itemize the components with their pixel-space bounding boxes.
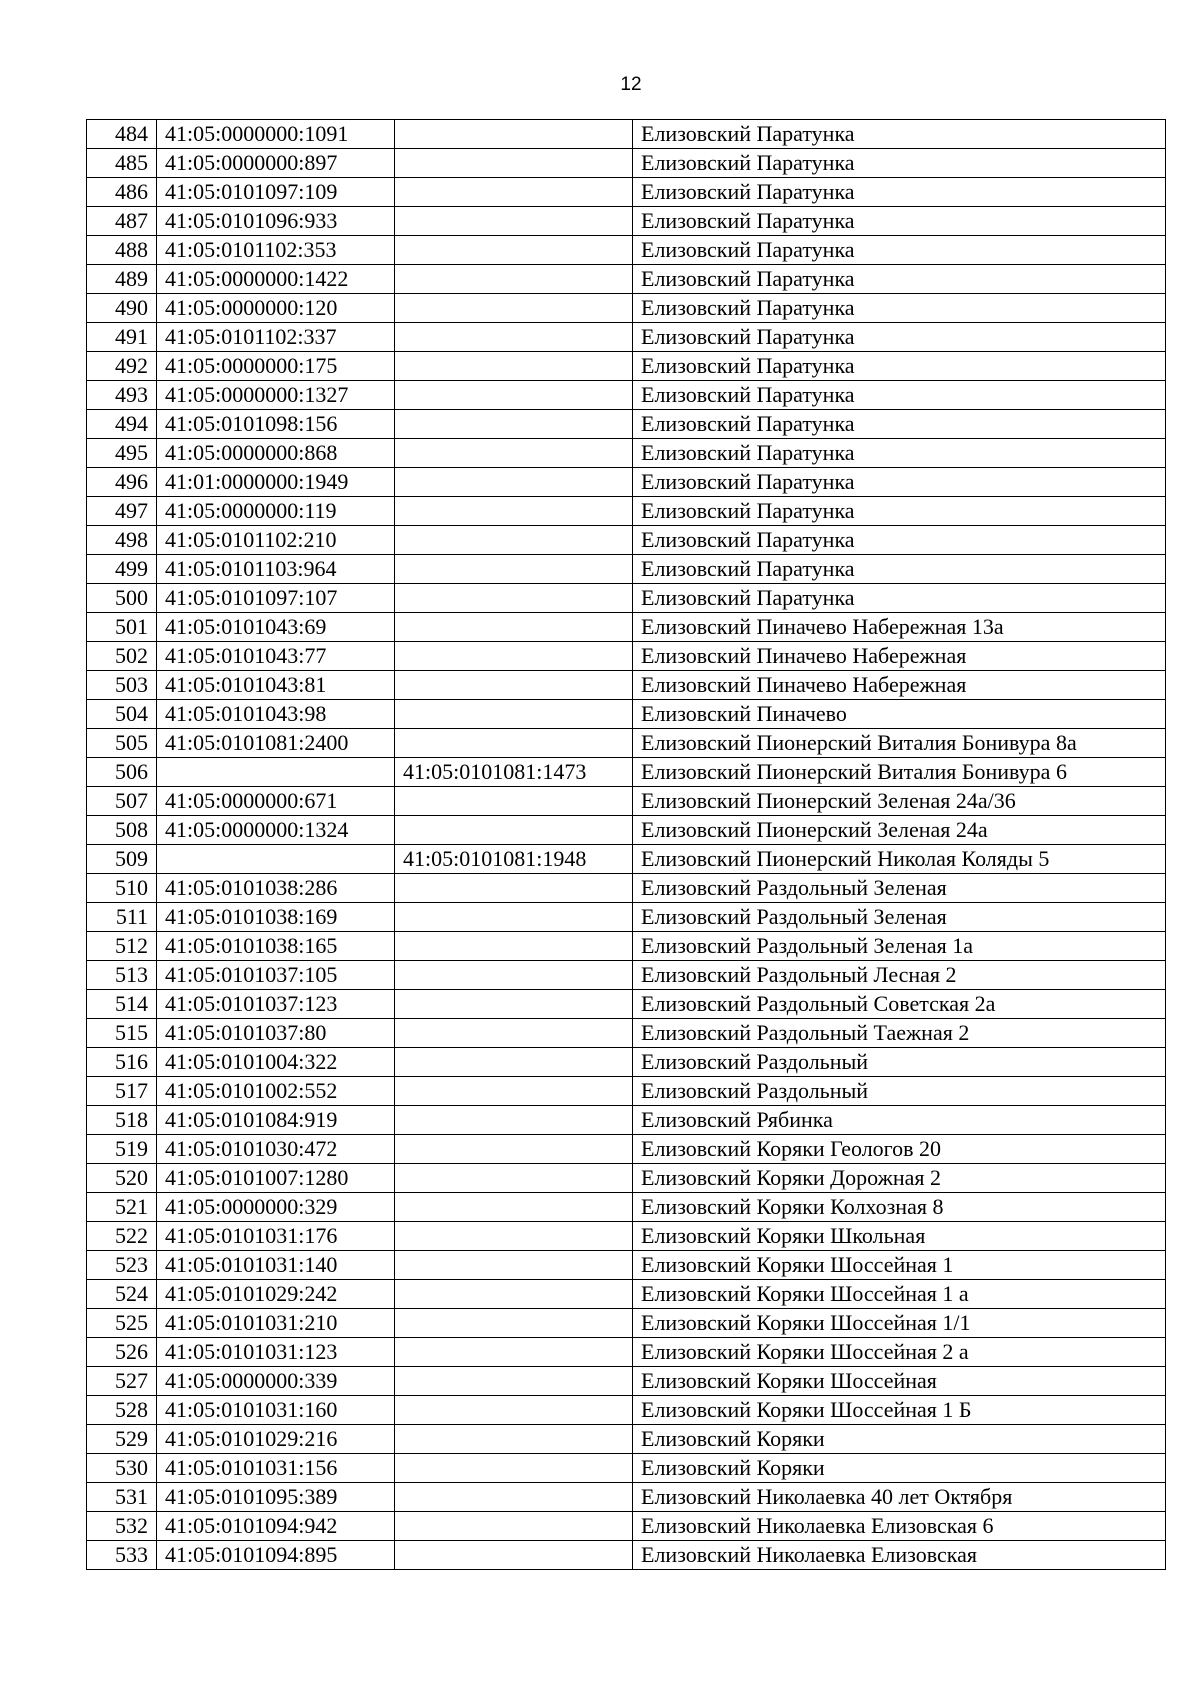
address-cell: Елизовский Пионерский Николая Коляды 5 bbox=[633, 845, 1166, 874]
row-number-cell: 487 bbox=[87, 207, 157, 236]
cadastral-number-cell: 41:05:0000000:175 bbox=[157, 352, 395, 381]
address-cell: Елизовский Пиначево bbox=[633, 700, 1166, 729]
address-cell: Елизовский Коряки Школьная bbox=[633, 1222, 1166, 1251]
cadastral-number-cell bbox=[157, 845, 395, 874]
table-row bbox=[87, 149, 1166, 178]
address-cell: Елизовский Раздольный Зеленая 1а bbox=[633, 932, 1166, 961]
cadastral-number-cell: 41:05:0101084:919 bbox=[157, 1106, 395, 1135]
cadastral-number-secondary-cell bbox=[395, 613, 633, 642]
cadastral-number-cell: 41:05:0101037:105 bbox=[157, 961, 395, 990]
registry-table bbox=[86, 119, 1166, 1570]
row-number-cell: 517 bbox=[87, 1077, 157, 1106]
cadastral-number-cell: 41:05:0101031:210 bbox=[157, 1309, 395, 1338]
cadastral-number-secondary-cell bbox=[395, 1135, 633, 1164]
table-row bbox=[87, 613, 1166, 642]
table-row bbox=[87, 265, 1166, 294]
address-cell: Елизовский Раздольный Зеленая bbox=[633, 903, 1166, 932]
table-row bbox=[87, 555, 1166, 584]
table-row bbox=[87, 1251, 1166, 1280]
table-row bbox=[87, 323, 1166, 352]
row-number-cell: 492 bbox=[87, 352, 157, 381]
row-number-cell: 485 bbox=[87, 149, 157, 178]
cadastral-number-secondary-cell bbox=[395, 816, 633, 845]
table-row bbox=[87, 1135, 1166, 1164]
address-cell: Елизовский Пиначево Набережная 13а bbox=[633, 613, 1166, 642]
cadastral-number-secondary-cell bbox=[395, 729, 633, 758]
table-row bbox=[87, 381, 1166, 410]
table-row bbox=[87, 1164, 1166, 1193]
cadastral-number-cell: 41:05:0101043:81 bbox=[157, 671, 395, 700]
address-cell: Елизовский Коряки bbox=[633, 1454, 1166, 1483]
cadastral-number-secondary-cell bbox=[395, 1512, 633, 1541]
table-row bbox=[87, 1106, 1166, 1135]
row-number-cell: 531 bbox=[87, 1483, 157, 1512]
cadastral-number-cell: 41:05:0101002:552 bbox=[157, 1077, 395, 1106]
cadastral-number-secondary-cell bbox=[395, 1019, 633, 1048]
cadastral-number-secondary-cell bbox=[395, 1106, 633, 1135]
cadastral-number-secondary-cell bbox=[395, 207, 633, 236]
cadastral-number-cell: 41:05:0101102:337 bbox=[157, 323, 395, 352]
table-row bbox=[87, 1483, 1166, 1512]
cadastral-number-cell: 41:05:0000000:329 bbox=[157, 1193, 395, 1222]
cadastral-number-cell: 41:05:0101043:69 bbox=[157, 613, 395, 642]
cadastral-number-secondary-cell bbox=[395, 1483, 633, 1512]
address-cell: Елизовский Пионерский Зеленая 24а/36 bbox=[633, 787, 1166, 816]
cadastral-number-cell: 41:05:0101038:165 bbox=[157, 932, 395, 961]
cadastral-number-cell: 41:05:0101096:933 bbox=[157, 207, 395, 236]
cadastral-number-secondary-cell bbox=[395, 439, 633, 468]
cadastral-number-cell: 41:05:0101031:176 bbox=[157, 1222, 395, 1251]
cadastral-number-cell: 41:05:0101029:216 bbox=[157, 1425, 395, 1454]
address-cell: Елизовский Пионерский Виталия Бонивура 6 bbox=[633, 758, 1166, 787]
cadastral-number-cell: 41:05:0000000:339 bbox=[157, 1367, 395, 1396]
row-number-cell: 533 bbox=[87, 1541, 157, 1570]
cadastral-number-cell: 41:05:0101031:123 bbox=[157, 1338, 395, 1367]
row-number-cell: 512 bbox=[87, 932, 157, 961]
cadastral-number-secondary-cell bbox=[395, 352, 633, 381]
table-row bbox=[87, 642, 1166, 671]
row-number-cell: 508 bbox=[87, 816, 157, 845]
cadastral-number-secondary-cell bbox=[395, 1280, 633, 1309]
cadastral-number-cell: 41:05:0101103:964 bbox=[157, 555, 395, 584]
address-cell: Елизовский Паратунка bbox=[633, 323, 1166, 352]
row-number-cell: 484 bbox=[87, 120, 157, 149]
cadastral-number-secondary-cell bbox=[395, 903, 633, 932]
row-number-cell: 500 bbox=[87, 584, 157, 613]
address-cell: Елизовский Пиначево Набережная bbox=[633, 671, 1166, 700]
cadastral-number-cell: 41:05:0101098:156 bbox=[157, 410, 395, 439]
address-cell: Елизовский Раздольный Таежная 2 bbox=[633, 1019, 1166, 1048]
address-cell: Елизовский Раздольный Лесная 2 bbox=[633, 961, 1166, 990]
address-cell: Елизовский Раздольный Советская 2а bbox=[633, 990, 1166, 1019]
registry-table-body bbox=[87, 120, 1166, 1570]
cadastral-number-cell bbox=[157, 758, 395, 787]
address-cell: Елизовский Паратунка bbox=[633, 410, 1166, 439]
row-number-cell: 502 bbox=[87, 642, 157, 671]
row-number-cell: 498 bbox=[87, 526, 157, 555]
cadastral-number-secondary-cell bbox=[395, 323, 633, 352]
cadastral-number-secondary-cell bbox=[395, 468, 633, 497]
cadastral-number-cell: 41:05:0101102:353 bbox=[157, 236, 395, 265]
address-cell: Елизовский Коряки Шоссейная bbox=[633, 1367, 1166, 1396]
cadastral-number-cell: 41:05:0000000:119 bbox=[157, 497, 395, 526]
address-cell: Елизовский Раздольный bbox=[633, 1048, 1166, 1077]
table-row bbox=[87, 816, 1166, 845]
address-cell: Елизовский Раздольный Зеленая bbox=[633, 874, 1166, 903]
cadastral-number-secondary-cell: 41:05:0101081:1948 bbox=[395, 845, 633, 874]
cadastral-number-secondary-cell bbox=[395, 149, 633, 178]
row-number-cell: 497 bbox=[87, 497, 157, 526]
table-row bbox=[87, 1077, 1166, 1106]
address-cell: Елизовский Коряки Шоссейная 1 Б bbox=[633, 1396, 1166, 1425]
cadastral-number-secondary-cell bbox=[395, 294, 633, 323]
row-number-cell: 488 bbox=[87, 236, 157, 265]
table-row bbox=[87, 932, 1166, 961]
table-row bbox=[87, 1193, 1166, 1222]
cadastral-number-secondary-cell bbox=[395, 1454, 633, 1483]
cadastral-number-secondary-cell bbox=[395, 120, 633, 149]
cadastral-number-cell: 41:05:0000000:1327 bbox=[157, 381, 395, 410]
cadastral-number-secondary-cell bbox=[395, 1541, 633, 1570]
cadastral-number-cell: 41:05:0101037:123 bbox=[157, 990, 395, 1019]
table-row bbox=[87, 178, 1166, 207]
table-row bbox=[87, 1309, 1166, 1338]
address-cell: Елизовский Рябинка bbox=[633, 1106, 1166, 1135]
cadastral-number-secondary-cell bbox=[395, 961, 633, 990]
address-cell: Елизовский Коряки Шоссейная 2 а bbox=[633, 1338, 1166, 1367]
row-number-cell: 515 bbox=[87, 1019, 157, 1048]
cadastral-number-cell: 41:05:0101004:322 bbox=[157, 1048, 395, 1077]
cadastral-number-secondary-cell: 41:05:0101081:1473 bbox=[395, 758, 633, 787]
cadastral-number-secondary-cell bbox=[395, 1193, 633, 1222]
row-number-cell: 523 bbox=[87, 1251, 157, 1280]
table-row bbox=[87, 671, 1166, 700]
table-row bbox=[87, 1512, 1166, 1541]
row-number-cell: 526 bbox=[87, 1338, 157, 1367]
table-row bbox=[87, 758, 1166, 787]
row-number-cell: 510 bbox=[87, 874, 157, 903]
cadastral-number-cell: 41:05:0101097:107 bbox=[157, 584, 395, 613]
address-cell: Елизовский Паратунка bbox=[633, 526, 1166, 555]
row-number-cell: 499 bbox=[87, 555, 157, 584]
cadastral-number-secondary-cell bbox=[395, 671, 633, 700]
cadastral-number-cell: 41:05:0101031:140 bbox=[157, 1251, 395, 1280]
page-number: 12 bbox=[620, 74, 642, 95]
address-cell: Елизовский Паратунка bbox=[633, 178, 1166, 207]
row-number-cell: 505 bbox=[87, 729, 157, 758]
row-number-cell: 514 bbox=[87, 990, 157, 1019]
address-cell: Елизовский Пионерский Зеленая 24а bbox=[633, 816, 1166, 845]
address-cell: Елизовский Николаевка Елизовская bbox=[633, 1541, 1166, 1570]
cadastral-number-cell: 41:05:0101102:210 bbox=[157, 526, 395, 555]
table-row bbox=[87, 352, 1166, 381]
cadastral-number-cell: 41:05:0000000:868 bbox=[157, 439, 395, 468]
table-row bbox=[87, 410, 1166, 439]
cadastral-number-secondary-cell bbox=[395, 1048, 633, 1077]
row-number-cell: 520 bbox=[87, 1164, 157, 1193]
row-number-cell: 519 bbox=[87, 1135, 157, 1164]
cadastral-number-secondary-cell bbox=[395, 1251, 633, 1280]
row-number-cell: 530 bbox=[87, 1454, 157, 1483]
row-number-cell: 507 bbox=[87, 787, 157, 816]
cadastral-number-cell: 41:05:0000000:671 bbox=[157, 787, 395, 816]
cadastral-number-secondary-cell bbox=[395, 1396, 633, 1425]
table-row bbox=[87, 468, 1166, 497]
cadastral-number-cell: 41:05:0101031:156 bbox=[157, 1454, 395, 1483]
table-row bbox=[87, 1396, 1166, 1425]
row-number-cell: 529 bbox=[87, 1425, 157, 1454]
table-row bbox=[87, 961, 1166, 990]
cadastral-number-cell: 41:05:0000000:1422 bbox=[157, 265, 395, 294]
table-row bbox=[87, 874, 1166, 903]
address-cell: Елизовский Николаевка 40 лет Октября bbox=[633, 1483, 1166, 1512]
table-row bbox=[87, 903, 1166, 932]
cadastral-number-secondary-cell bbox=[395, 265, 633, 294]
cadastral-number-secondary-cell bbox=[395, 700, 633, 729]
table-row bbox=[87, 497, 1166, 526]
cadastral-number-secondary-cell bbox=[395, 584, 633, 613]
cadastral-number-secondary-cell bbox=[395, 236, 633, 265]
cadastral-number-cell: 41:05:0101095:389 bbox=[157, 1483, 395, 1512]
table-row bbox=[87, 700, 1166, 729]
address-cell: Елизовский Паратунка bbox=[633, 439, 1166, 468]
address-cell: Елизовский Паратунка bbox=[633, 149, 1166, 178]
table-row bbox=[87, 584, 1166, 613]
cadastral-number-secondary-cell bbox=[395, 410, 633, 439]
cadastral-number-cell: 41:05:0101038:286 bbox=[157, 874, 395, 903]
row-number-cell: 495 bbox=[87, 439, 157, 468]
address-cell: Елизовский Коряки Шоссейная 1 а bbox=[633, 1280, 1166, 1309]
address-cell: Елизовский Паратунка bbox=[633, 207, 1166, 236]
table-row bbox=[87, 1280, 1166, 1309]
table-row bbox=[87, 1338, 1166, 1367]
cadastral-number-secondary-cell bbox=[395, 990, 633, 1019]
table-row bbox=[87, 1454, 1166, 1483]
cadastral-number-cell: 41:05:0000000:1091 bbox=[157, 120, 395, 149]
row-number-cell: 528 bbox=[87, 1396, 157, 1425]
table-row bbox=[87, 236, 1166, 265]
cadastral-number-cell: 41:05:0101030:472 bbox=[157, 1135, 395, 1164]
cadastral-number-secondary-cell bbox=[395, 1309, 633, 1338]
table-row bbox=[87, 526, 1166, 555]
table-row bbox=[87, 845, 1166, 874]
cadastral-number-cell: 41:05:0101043:98 bbox=[157, 700, 395, 729]
cadastral-number-cell: 41:05:0101037:80 bbox=[157, 1019, 395, 1048]
address-cell: Елизовский Коряки Шоссейная 1 bbox=[633, 1251, 1166, 1280]
row-number-cell: 518 bbox=[87, 1106, 157, 1135]
cadastral-number-secondary-cell bbox=[395, 1077, 633, 1106]
cadastral-number-secondary-cell bbox=[395, 874, 633, 903]
cadastral-number-secondary-cell bbox=[395, 1367, 633, 1396]
table-row bbox=[87, 120, 1166, 149]
row-number-cell: 494 bbox=[87, 410, 157, 439]
cadastral-number-secondary-cell bbox=[395, 1425, 633, 1454]
address-cell: Елизовский Паратунка bbox=[633, 236, 1166, 265]
row-number-cell: 503 bbox=[87, 671, 157, 700]
row-number-cell: 522 bbox=[87, 1222, 157, 1251]
address-cell: Елизовский Паратунка bbox=[633, 352, 1166, 381]
address-cell: Елизовский Пионерский Виталия Бонивура 8а bbox=[633, 729, 1166, 758]
row-number-cell: 496 bbox=[87, 468, 157, 497]
row-number-cell: 486 bbox=[87, 178, 157, 207]
row-number-cell: 501 bbox=[87, 613, 157, 642]
table-row bbox=[87, 1425, 1166, 1454]
cadastral-number-secondary-cell bbox=[395, 1164, 633, 1193]
row-number-cell: 516 bbox=[87, 1048, 157, 1077]
row-number-cell: 524 bbox=[87, 1280, 157, 1309]
cadastral-number-cell: 41:05:0101038:169 bbox=[157, 903, 395, 932]
cadastral-number-cell: 41:05:0101081:2400 bbox=[157, 729, 395, 758]
row-number-cell: 513 bbox=[87, 961, 157, 990]
table-row bbox=[87, 1367, 1166, 1396]
table-row bbox=[87, 1019, 1166, 1048]
table-row bbox=[87, 787, 1166, 816]
table-row bbox=[87, 439, 1166, 468]
cadastral-number-cell: 41:05:0101097:109 bbox=[157, 178, 395, 207]
row-number-cell: 506 bbox=[87, 758, 157, 787]
row-number-cell: 489 bbox=[87, 265, 157, 294]
cadastral-number-cell: 41:05:0101094:895 bbox=[157, 1541, 395, 1570]
table-row bbox=[87, 990, 1166, 1019]
cadastral-number-cell: 41:05:0000000:897 bbox=[157, 149, 395, 178]
row-number-cell: 509 bbox=[87, 845, 157, 874]
row-number-cell: 490 bbox=[87, 294, 157, 323]
address-cell: Елизовский Паратунка bbox=[633, 294, 1166, 323]
address-cell: Елизовский Коряки Колхозная 8 bbox=[633, 1193, 1166, 1222]
address-cell: Елизовский Раздольный bbox=[633, 1077, 1166, 1106]
cadastral-number-secondary-cell bbox=[395, 1222, 633, 1251]
address-cell: Елизовский Паратунка bbox=[633, 381, 1166, 410]
cadastral-number-cell: 41:01:0000000:1949 bbox=[157, 468, 395, 497]
row-number-cell: 525 bbox=[87, 1309, 157, 1338]
cadastral-number-secondary-cell bbox=[395, 932, 633, 961]
row-number-cell: 527 bbox=[87, 1367, 157, 1396]
row-number-cell: 532 bbox=[87, 1512, 157, 1541]
row-number-cell: 511 bbox=[87, 903, 157, 932]
address-cell: Елизовский Коряки bbox=[633, 1425, 1166, 1454]
table-row bbox=[87, 1222, 1166, 1251]
address-cell: Елизовский Пиначево Набережная bbox=[633, 642, 1166, 671]
address-cell: Елизовский Паратунка bbox=[633, 265, 1166, 294]
cadastral-number-secondary-cell bbox=[395, 787, 633, 816]
cadastral-number-secondary-cell bbox=[395, 642, 633, 671]
address-cell: Елизовский Паратунка bbox=[633, 497, 1166, 526]
table-row bbox=[87, 1541, 1166, 1570]
table-row bbox=[87, 294, 1166, 323]
row-number-cell: 521 bbox=[87, 1193, 157, 1222]
address-cell: Елизовский Коряки Дорожная 2 bbox=[633, 1164, 1166, 1193]
address-cell: Елизовский Паратунка bbox=[633, 584, 1166, 613]
cadastral-number-secondary-cell bbox=[395, 555, 633, 584]
cadastral-number-cell: 41:05:0101043:77 bbox=[157, 642, 395, 671]
row-number-cell: 504 bbox=[87, 700, 157, 729]
cadastral-number-secondary-cell bbox=[395, 1338, 633, 1367]
cadastral-number-cell: 41:05:0000000:1324 bbox=[157, 816, 395, 845]
address-cell: Елизовский Николаевка Елизовская 6 bbox=[633, 1512, 1166, 1541]
cadastral-number-cell: 41:05:0000000:120 bbox=[157, 294, 395, 323]
address-cell: Елизовский Коряки Геологов 20 bbox=[633, 1135, 1166, 1164]
table-row bbox=[87, 729, 1166, 758]
address-cell: Елизовский Паратунка bbox=[633, 120, 1166, 149]
cadastral-number-cell: 41:05:0101031:160 bbox=[157, 1396, 395, 1425]
row-number-cell: 493 bbox=[87, 381, 157, 410]
cadastral-number-cell: 41:05:0101094:942 bbox=[157, 1512, 395, 1541]
cadastral-number-cell: 41:05:0101029:242 bbox=[157, 1280, 395, 1309]
address-cell: Елизовский Коряки Шоссейная 1/1 bbox=[633, 1309, 1166, 1338]
table-row bbox=[87, 207, 1166, 236]
address-cell: Елизовский Паратунка bbox=[633, 555, 1166, 584]
cadastral-number-secondary-cell bbox=[395, 178, 633, 207]
table-row bbox=[87, 1048, 1166, 1077]
cadastral-number-cell: 41:05:0101007:1280 bbox=[157, 1164, 395, 1193]
cadastral-number-secondary-cell bbox=[395, 497, 633, 526]
cadastral-number-secondary-cell bbox=[395, 381, 633, 410]
cadastral-number-secondary-cell bbox=[395, 526, 633, 555]
row-number-cell: 491 bbox=[87, 323, 157, 352]
address-cell: Елизовский Паратунка bbox=[633, 468, 1166, 497]
